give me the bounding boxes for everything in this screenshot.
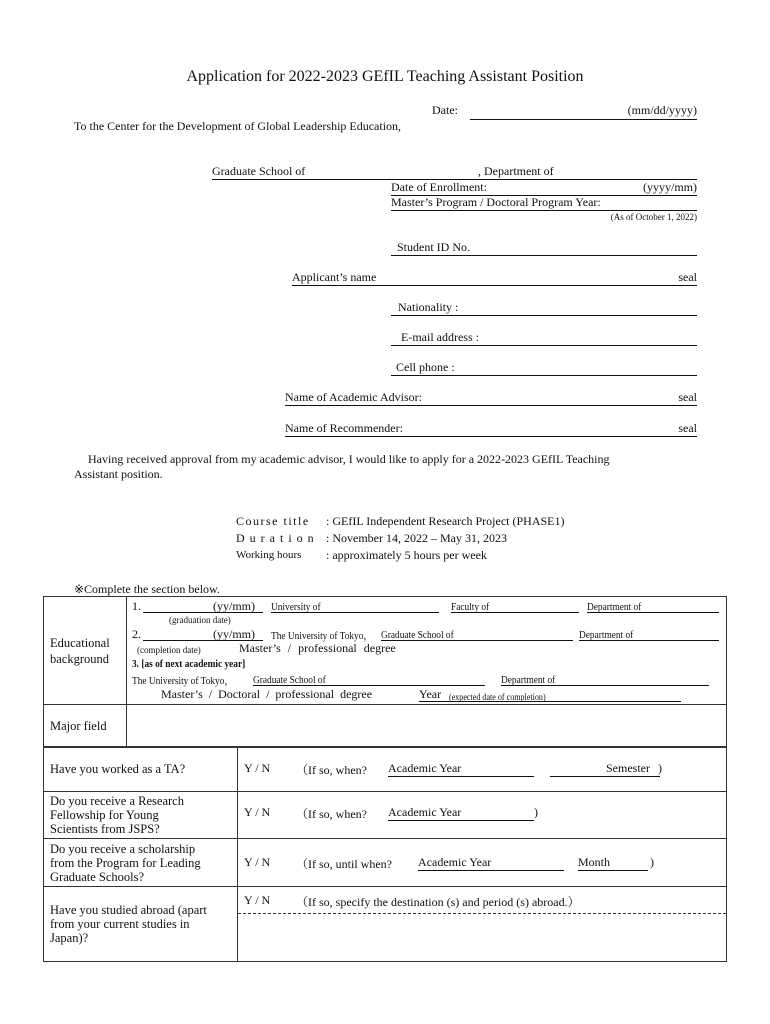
lead-month-underline[interactable] [578, 870, 648, 871]
row1-univ-underline[interactable] [271, 612, 439, 613]
jsps-question-cell [44, 792, 238, 839]
nationality-label: Nationality : [398, 300, 459, 314]
lead-month: Month [578, 855, 611, 869]
row1-faculty-underline[interactable] [451, 612, 579, 613]
abroad-yn[interactable]: Y / N [244, 893, 271, 907]
ta-answer-cell[interactable] [238, 747, 727, 792]
row2-grad-underline[interactable] [381, 640, 573, 641]
row2-dept-underline[interactable] [579, 640, 719, 641]
abroad-line1: Have you studied abroad (apart [50, 903, 207, 917]
jsps-line1: Do you receive a Research [50, 794, 184, 808]
ta-question-cell [44, 747, 238, 792]
statement-line2: Assistant position. [74, 467, 163, 481]
enrollment-label: Date of Enrollment: [391, 180, 487, 194]
abroad-question-cell [44, 887, 238, 962]
row1-faculty: Faculty of [451, 601, 490, 613]
row3-department: Department of [501, 674, 556, 686]
row3-expected-note: (expected date of completion) [449, 693, 546, 703]
row3-degree: Master’s / Doctoral / professional degree [161, 687, 373, 701]
row2-department: Department of [579, 629, 634, 641]
course-title-label: Course title [236, 514, 310, 528]
major-label-cell [44, 705, 127, 748]
row3-dept-underline[interactable] [501, 685, 709, 686]
lead-line3: Graduate Schools? [50, 869, 145, 884]
row1-department: Department of [587, 601, 642, 613]
course-title-value: : GEfIL Independent Research Project (PHASE1) [326, 514, 565, 528]
recommender-label: Name of Recommender: [285, 421, 403, 435]
ta-when: （If so, when? [296, 763, 367, 777]
jsps-line2: Fellowship for Young [50, 808, 159, 822]
lead-yn[interactable]: Y / N [244, 855, 271, 869]
ta-question: Have you worked as a TA? [50, 761, 186, 776]
advisor-label: Name of Academic Advisor: [285, 390, 422, 404]
enrollment-format: (yyyy/mm) [643, 180, 697, 194]
program-underline[interactable] [391, 210, 697, 211]
abroad-divider [238, 913, 726, 914]
duration-label: Duration [236, 531, 319, 545]
abroad-line2: from your current studies in [50, 917, 190, 931]
hours-value: : approximately 5 hours per week [326, 548, 487, 562]
program-label: Master’s Program / Doctoral Program Year: [391, 195, 601, 209]
department-label: , Department of [478, 164, 554, 178]
row3-graduate-school: Graduate School of [253, 674, 326, 686]
date-field[interactable] [470, 103, 697, 118]
applicant-underline[interactable] [292, 285, 697, 286]
completion-date-note: (completion date) [137, 645, 201, 655]
email-label: E-mail address : [401, 330, 479, 344]
row3-heading: 3. [as of next academic year] [132, 658, 246, 670]
row2-number: 2. [132, 627, 141, 641]
row2-university: The University of Tokyo， [271, 630, 373, 642]
ta-semester-underline[interactable] [550, 776, 660, 777]
row2-degree: Master’s / professional degree [239, 641, 396, 655]
major-input-cell[interactable] [127, 705, 727, 748]
lead-year-underline[interactable] [418, 870, 564, 871]
lead-line1: Do you receive a scholarship [50, 841, 196, 856]
education-content-cell[interactable] [127, 597, 727, 705]
row2-yymm: (yy/mm) [213, 627, 255, 641]
major-label: Major field [50, 718, 107, 733]
cell-label: Cell phone : [396, 360, 455, 374]
row3-grad-underline[interactable] [253, 685, 485, 686]
section-note: ※Complete the section below. [74, 582, 220, 596]
email-underline[interactable] [391, 345, 697, 346]
lead-when: （If so, until when? [296, 857, 392, 871]
jsps-when: （If so, when? [296, 807, 367, 821]
date-label: Date: [432, 103, 458, 117]
as-of-note: (As of October 1, 2022) [610, 212, 697, 222]
ta-academic-year: Academic Year [388, 761, 462, 775]
jsps-answer-cell[interactable] [238, 792, 727, 839]
student-id-underline[interactable] [391, 255, 697, 256]
date-format: (mm/dd/yyyy) [627, 103, 697, 117]
education-label: Educational background [50, 635, 110, 666]
education-label-cell [44, 597, 127, 705]
jsps-close: ) [534, 805, 538, 819]
jsps-academic-year: Academic Year [388, 805, 462, 819]
education-table [43, 596, 727, 748]
row1-university: University of [271, 601, 321, 613]
lead-question-cell [44, 839, 238, 887]
lead-answer-cell[interactable] [238, 839, 727, 887]
abroad-answer-cell[interactable] [238, 887, 727, 962]
advisor-underline[interactable] [285, 405, 697, 406]
jsps-line3: Scientists from JSPS? [50, 822, 160, 836]
recommender-seal: seal [678, 421, 697, 435]
statement-line1: Having received approval from my academic advisor, I would like to apply for a 2022-2023 GEfIL Teaching [88, 452, 610, 466]
row1-dept-underline[interactable] [587, 612, 719, 613]
lead-academic-year: Academic Year [418, 855, 492, 869]
row1-number: 1. [132, 599, 141, 613]
abroad-specify: （If so, specify the destination (s) and period (s) abroad.） [296, 895, 580, 909]
questions-table [43, 746, 727, 962]
lead-line2: from the Program for Leading [50, 855, 201, 870]
graduation-date-note: (graduation date) [169, 615, 231, 625]
recommender-underline[interactable] [285, 436, 697, 437]
ta-semester: Semester [606, 761, 650, 775]
applicant-seal: seal [678, 270, 697, 284]
row1-yymm: (yy/mm) [213, 599, 255, 613]
ta-yn[interactable]: Y / N [244, 761, 271, 775]
row3-year-underline[interactable] [419, 701, 681, 702]
applicant-label: Applicant’s name [292, 270, 377, 284]
lead-close: ) [650, 855, 654, 869]
abroad-line3: Japan)? [50, 931, 89, 945]
addressee: To the Center for the Development of Global Leadership Education, [74, 119, 402, 133]
cell-underline[interactable] [391, 375, 697, 376]
advisor-seal: seal [678, 390, 697, 404]
jsps-year-underline[interactable] [388, 820, 534, 821]
date-underline [470, 119, 697, 120]
hours-label: Working hours [236, 549, 302, 561]
ta-year-underline[interactable] [388, 776, 534, 777]
row3-university: The University of Tokyo， [132, 675, 234, 687]
row3-year: Year [419, 687, 442, 701]
ta-close: ) [658, 761, 662, 775]
jsps-yn[interactable]: Y / N [244, 805, 271, 819]
student-id-label: Student ID No. [397, 240, 470, 254]
duration-value: : November 14, 2022 – May 31, 2023 [326, 531, 507, 545]
page-title: Application for 2022-2023 GEfIL Teaching Assistant Position [186, 68, 584, 85]
row2-graduate-school: Graduate School of [381, 629, 454, 641]
nationality-underline[interactable] [391, 315, 697, 316]
graduate-school-label: Graduate School of [212, 164, 306, 178]
